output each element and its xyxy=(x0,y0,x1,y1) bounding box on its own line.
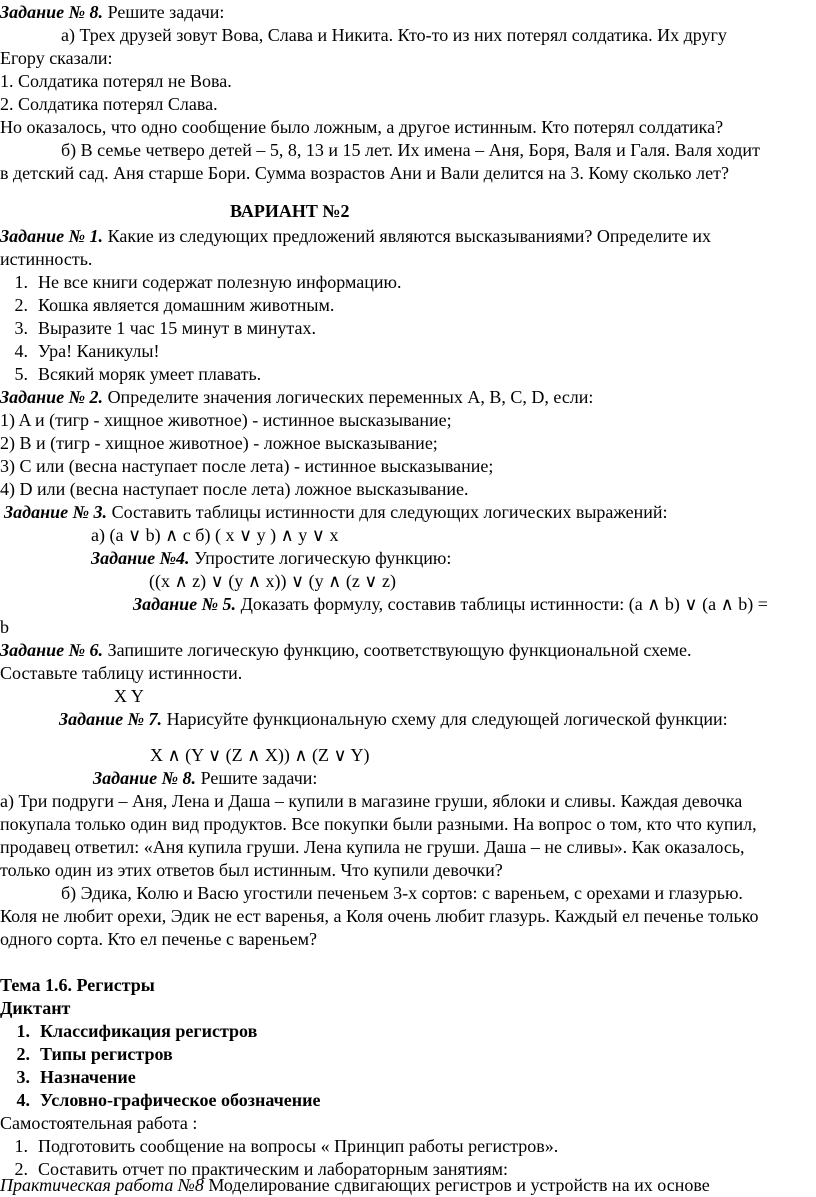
task-text: Решите задачи: xyxy=(196,768,318,788)
task-label: Задание № 1. xyxy=(0,226,104,246)
task-4-header xyxy=(91,547,451,569)
task-8-header xyxy=(93,767,317,789)
logic-expression: ((x ∧ z) ∨ (y ∧ x)) ∨ (y ∧ (z ∨ z) xyxy=(149,571,396,591)
task-text: Решите задачи: xyxy=(103,2,225,22)
task-text-continued: истинность. xyxy=(0,249,93,269)
list-item: 1. Не все книги содержат полезную информацию. xyxy=(14,272,402,292)
task-8-header xyxy=(0,1,224,23)
variables-label: X Y xyxy=(114,686,144,706)
paragraph: одного сорта. Кто ел печенье с вареньем? xyxy=(0,929,317,949)
task-text-continued: Составьте таблицу истинности. xyxy=(0,663,243,683)
task-7-header xyxy=(59,708,728,730)
task-label: Задание №4. xyxy=(91,548,190,568)
task-text: Упростите логическую функцию: xyxy=(189,548,452,568)
paragraph: Егору сказали: xyxy=(0,48,113,68)
condition: 4) D или (весна наступает после лета) ложное высказывание. xyxy=(0,479,469,499)
task-3-header xyxy=(4,501,668,523)
paragraph: только один из этих ответов был истинным. Что купили девочки? xyxy=(0,860,503,880)
topic-title: Тема 1.6. Регистры xyxy=(0,975,155,995)
condition: 3) C или (весна наступает после лета) - истинное высказывание; xyxy=(0,456,494,476)
task-label: Задание № 5. xyxy=(133,594,237,614)
list-item: 1. Подготовить сообщение на вопросы « Принцип работы регистров». xyxy=(14,1136,559,1156)
task-label: Задание № 8. xyxy=(93,768,197,788)
paragraph: покупала только один вид продуктов. Все покупки были разными. На вопрос о том, кто что купил, xyxy=(0,814,757,834)
list-item: 2. Составить отчет по практическим и лабораторным занятиям: xyxy=(14,1159,508,1179)
statement: 1. Солдатика потерял не Вова. xyxy=(0,71,232,91)
practical-work-label: Практическая работа №8 xyxy=(0,1175,204,1195)
task-text: Доказать формулу, составив таблицы истинности: (a ∧ b) ∨ (a ∧ b) = xyxy=(236,594,768,614)
task-label: Задание № 2. xyxy=(0,387,104,407)
task-text: Нарисуйте функциональную схему для следующей логической функции: xyxy=(162,709,728,729)
task-1-header xyxy=(0,225,711,247)
paragraph: продавец ответил: «Аня купила груши. Лена купила не груши. Даша – не сливы». Как оказалось, xyxy=(0,837,745,857)
logic-expression: а) (a ∨ b) ∧ c б) ( x ∨ y ) ∧ y ∨ x xyxy=(91,525,339,545)
list-item: 2. Типы регистров xyxy=(16,1044,173,1064)
list-item: 1. Классификация регистров xyxy=(16,1021,258,1041)
paragraph: а) Трех друзей зовут Вова, Слава и Никита. Кто-то из них потерял солдатика. Их другу xyxy=(61,25,727,45)
task-text: Составить таблицы истинности для следующих логических выражений: xyxy=(107,502,668,522)
task-label: Задание № 8. xyxy=(0,2,104,22)
task-6-header xyxy=(0,639,692,661)
paragraph: а) Три подруги – Аня, Лена и Даша – купили в магазине груши, яблоки и сливы. Каждая девочка xyxy=(0,791,743,811)
paragraph: Коля не любит орехи, Эдик не ест варенья, а Коля очень любит глазурь. Каждый ел печенье только xyxy=(0,906,759,926)
list-item: 2. Кошка является домашним животным. xyxy=(14,295,335,315)
self-work-heading: Самостоятельная работа : xyxy=(0,1113,198,1133)
task-text-continued: b xyxy=(0,617,9,637)
condition: 2) B и (тигр - хищное животное) - ложное высказывание; xyxy=(0,433,438,453)
list-item: 5. Всякий моряк умеет плавать. xyxy=(14,364,262,384)
task-text: Какие из следующих предложений являются высказываниями? Определите их xyxy=(103,226,711,246)
dictation-heading: Диктант xyxy=(0,998,71,1018)
task-label: Задание № 6. xyxy=(0,640,104,660)
list-item: 3. Назначение xyxy=(16,1067,136,1087)
paragraph: б) В семье четверо детей – 5, 8, 13 и 15 лет. Их имена – Аня, Боря, Валя и Галя. Валя ходит xyxy=(61,140,760,160)
list-item: 4. Ура! Каникулы! xyxy=(14,341,160,361)
paragraph: Но оказалось, что одно сообщение было ложным, а другое истинным. Кто потерял солдатика? xyxy=(0,117,724,137)
task-label: Задание № 3. xyxy=(4,502,108,522)
paragraph: б) Эдика, Колю и Васю угостили печеньем 3-х сортов: с вареньем, с орехами и глазурью. xyxy=(61,883,743,903)
variant-heading: ВАРИАНТ №2 xyxy=(230,201,350,221)
list-item: 4. Условно-графическое обозначение xyxy=(16,1090,321,1110)
condition: 1) A и (тигр - хищное животное) - истинное высказывание; xyxy=(0,410,452,430)
task-text: Определите значения логических переменных A, B, C, D, если: xyxy=(103,387,594,407)
practical-work-text: Моделирование сдвигающих регистров и устройств на их основе xyxy=(203,1175,710,1195)
paragraph: в детский сад. Аня старше Бори. Сумма возрастов Ани и Вали делится на 3. Кому сколько лет? xyxy=(0,163,729,183)
task-label: Задание № 7. xyxy=(59,709,163,729)
task-text: Запишите логическую функцию, соответствующую функциональной схеме. xyxy=(103,640,692,660)
logic-expression: X ∧ (Y ∨ (Z ∧ X)) ∧ (Z ∨ Y) xyxy=(150,745,370,765)
practical-work xyxy=(0,1174,710,1196)
statement: 2. Солдатика потерял Слава. xyxy=(0,94,218,114)
list-item: 3. Выразите 1 час 15 минут в минутах. xyxy=(14,318,316,338)
task-5-header xyxy=(133,593,768,615)
task-2-header xyxy=(0,386,593,408)
